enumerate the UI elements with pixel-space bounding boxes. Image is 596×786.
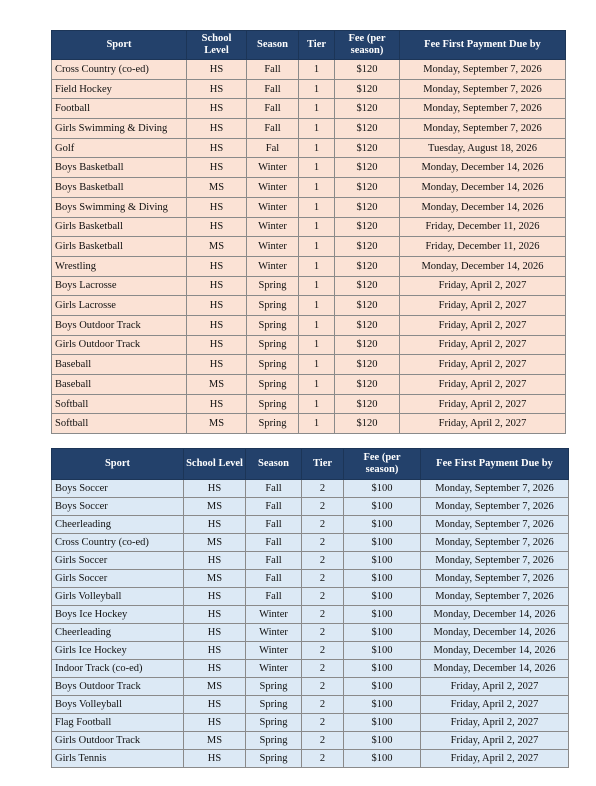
cell-due-date: Monday, December 14, 2026 [400,178,566,198]
cell-school-level: HS [184,606,246,624]
table-row [52,178,566,198]
cell-tier: 1 [299,296,335,316]
cell-due-date: Monday, December 14, 2026 [400,197,566,217]
cell-due-date: Friday, April 2, 2027 [400,315,566,335]
cell-season: Winter [246,624,302,642]
table-row [52,624,569,642]
cell-school-level: HS [187,296,247,316]
cell-due-date: Monday, December 14, 2026 [400,158,566,178]
cell-due-date: Monday, September 7, 2026 [421,588,569,606]
cell-tier: 2 [302,660,344,678]
cell-season: Fall [246,498,302,516]
cell-tier: 1 [299,197,335,217]
cell-fee: $120 [335,158,400,178]
table-row [52,606,569,624]
cell-season: Winter [247,217,299,237]
header-sport: Sport [52,449,184,480]
cell-due-date: Monday, December 14, 2026 [421,606,569,624]
cell-due-date: Monday, September 7, 2026 [421,516,569,534]
table-row [52,480,569,498]
cell-fee: $120 [335,197,400,217]
cell-season: Spring [247,394,299,414]
cell-season: Spring [247,296,299,316]
cell-due-date: Monday, December 14, 2026 [421,624,569,642]
cell-season: Spring [246,732,302,750]
cell-season: Spring [246,714,302,732]
table-row [52,552,569,570]
table-row [52,498,569,516]
cell-due-date: Friday, April 2, 2027 [421,696,569,714]
cell-tier: 2 [302,714,344,732]
cell-due-date: Friday, April 2, 2027 [421,732,569,750]
cell-fee: $100 [344,570,421,588]
table-row [52,678,569,696]
cell-due-date: Friday, April 2, 2027 [400,375,566,395]
cell-fee: $100 [344,624,421,642]
cell-season: Spring [247,414,299,434]
cell-sport: Golf [52,138,187,158]
cell-tier: 2 [302,642,344,660]
cell-school-level: HS [187,158,247,178]
cell-due-date: Monday, September 7, 2026 [400,60,566,80]
cell-sport: Girls Basketball [52,217,187,237]
cell-fee: $100 [344,732,421,750]
cell-due-date: Friday, December 11, 2026 [400,237,566,257]
table-row [52,335,566,355]
cell-sport: Baseball [52,355,187,375]
table-row [52,237,566,257]
table-row [52,60,566,80]
table-row [52,355,566,375]
cell-sport: Boys Lacrosse [52,276,187,296]
cell-tier: 1 [299,394,335,414]
cell-season: Fall [247,99,299,119]
cell-due-date: Monday, September 7, 2026 [421,552,569,570]
cell-school-level: HS [187,99,247,119]
cell-fee: $120 [335,99,400,119]
header-season: Season [247,31,299,60]
cell-season: Spring [247,315,299,335]
header-due-date: Fee First Payment Due by [400,31,566,60]
cell-sport: Field Hockey [52,79,187,99]
cell-season: Spring [247,335,299,355]
cell-season: Fall [247,119,299,139]
cell-sport: Boys Outdoor Track [52,678,184,696]
table-row [52,79,566,99]
header-tier: Tier [299,31,335,60]
cell-season: Fall [246,480,302,498]
cell-school-level: HS [187,256,247,276]
cell-tier: 1 [299,158,335,178]
table-row [52,217,566,237]
cell-tier: 1 [299,119,335,139]
cell-tier: 2 [302,588,344,606]
table-row [52,315,566,335]
cell-season: Winter [247,178,299,198]
table-row [52,642,569,660]
cell-fee: $120 [335,60,400,80]
cell-tier: 1 [299,355,335,375]
cell-school-level: HS [184,750,246,768]
cell-season: Fall [246,516,302,534]
table-row [52,375,566,395]
cell-due-date: Friday, December 11, 2026 [400,217,566,237]
cell-school-level: HS [184,642,246,660]
cell-fee: $120 [335,414,400,434]
cell-due-date: Monday, December 14, 2026 [421,642,569,660]
cell-due-date: Monday, September 7, 2026 [421,498,569,516]
cell-season: Spring [247,375,299,395]
table-row [52,296,566,316]
cell-season: Fall [246,534,302,552]
table-row [52,138,566,158]
cell-due-date: Friday, April 2, 2027 [421,678,569,696]
table-row [52,696,569,714]
cell-due-date: Friday, April 2, 2027 [400,414,566,434]
cell-school-level: HS [184,588,246,606]
cell-tier: 2 [302,696,344,714]
cell-due-date: Friday, April 2, 2027 [400,335,566,355]
cell-sport: Girls Ice Hockey [52,642,184,660]
cell-tier: 2 [302,552,344,570]
cell-school-level: MS [187,414,247,434]
cell-sport: Cross Country (co-ed) [52,534,184,552]
cell-fee: $120 [335,355,400,375]
cell-tier: 1 [299,217,335,237]
cell-season: Winter [246,606,302,624]
header-season: Season [246,449,302,480]
cell-sport: Boys Swimming & Diving [52,197,187,217]
cell-fee: $100 [344,480,421,498]
cell-tier: 2 [302,570,344,588]
cell-season: Winter [247,197,299,217]
cell-season: Winter [247,237,299,257]
cell-season: Spring [247,276,299,296]
cell-school-level: MS [184,570,246,588]
cell-season: Fall [247,60,299,80]
cell-fee: $120 [335,119,400,139]
cell-tier: 1 [299,99,335,119]
header-fee: Fee (per season) [335,31,400,60]
cell-tier: 1 [299,375,335,395]
cell-sport: Boys Ice Hockey [52,606,184,624]
cell-sport: Softball [52,414,187,434]
cell-fee: $120 [335,178,400,198]
cell-sport: Girls Outdoor Track [52,335,187,355]
cell-fee: $120 [335,138,400,158]
tier1-fee-table [51,30,566,434]
cell-school-level: HS [187,217,247,237]
table-row [52,714,569,732]
cell-due-date: Monday, September 7, 2026 [400,79,566,99]
cell-sport: Girls Basketball [52,237,187,257]
cell-school-level: HS [187,276,247,296]
cell-sport: Indoor Track (co-ed) [52,660,184,678]
cell-due-date: Monday, September 7, 2026 [400,119,566,139]
header-due-date: Fee First Payment Due by [421,449,569,480]
cell-school-level: HS [184,660,246,678]
header-school-level: School Level [187,31,247,60]
cell-due-date: Monday, September 7, 2026 [421,570,569,588]
cell-due-date: Friday, April 2, 2027 [400,355,566,375]
cell-school-level: MS [184,498,246,516]
cell-school-level: MS [184,732,246,750]
table-row [52,750,569,768]
cell-school-level: MS [184,534,246,552]
cell-due-date: Friday, April 2, 2027 [400,296,566,316]
cell-fee: $120 [335,315,400,335]
cell-sport: Boys Soccer [52,498,184,516]
cell-sport: Wrestling [52,256,187,276]
cell-tier: 1 [299,335,335,355]
table-row [52,394,566,414]
cell-sport: Boys Volleyball [52,696,184,714]
cell-season: Spring [246,750,302,768]
cell-tier: 2 [302,750,344,768]
cell-tier: 1 [299,237,335,257]
cell-sport: Girls Tennis [52,750,184,768]
header-school-level: School Level [184,449,246,480]
cell-due-date: Monday, September 7, 2026 [421,480,569,498]
cell-school-level: HS [187,119,247,139]
cell-season: Fal [247,138,299,158]
cell-fee: $120 [335,256,400,276]
table-row [52,516,569,534]
table-row [52,276,566,296]
cell-season: Winter [247,158,299,178]
cell-fee: $100 [344,696,421,714]
cell-school-level: HS [187,138,247,158]
cell-fee: $120 [335,276,400,296]
cell-due-date: Monday, September 7, 2026 [400,99,566,119]
cell-fee: $100 [344,516,421,534]
cell-fee: $100 [344,552,421,570]
tier2-fee-table [51,448,569,768]
table-row [52,414,566,434]
cell-due-date: Friday, April 2, 2027 [421,714,569,732]
table-row [52,570,569,588]
cell-fee: $120 [335,296,400,316]
cell-fee: $120 [335,217,400,237]
cell-tier: 2 [302,480,344,498]
cell-season: Spring [247,355,299,375]
cell-fee: $120 [335,237,400,257]
cell-sport: Girls Outdoor Track [52,732,184,750]
cell-sport: Baseball [52,375,187,395]
cell-due-date: Friday, April 2, 2027 [400,394,566,414]
cell-sport: Football [52,99,187,119]
cell-sport: Boys Basketball [52,178,187,198]
cell-season: Fall [246,570,302,588]
header-sport: Sport [52,31,187,60]
cell-tier: 2 [302,624,344,642]
cell-sport: Girls Soccer [52,570,184,588]
cell-tier: 2 [302,732,344,750]
cell-sport: Boys Basketball [52,158,187,178]
cell-season: Winter [246,642,302,660]
cell-school-level: HS [187,60,247,80]
cell-school-level: HS [187,394,247,414]
cell-season: Spring [246,678,302,696]
cell-school-level: HS [187,355,247,375]
cell-tier: 1 [299,414,335,434]
cell-school-level: HS [187,335,247,355]
cell-sport: Girls Volleyball [52,588,184,606]
cell-sport: Flag Football [52,714,184,732]
cell-tier: 2 [302,498,344,516]
cell-due-date: Friday, April 2, 2027 [421,750,569,768]
cell-sport: Girls Lacrosse [52,296,187,316]
cell-sport: Softball [52,394,187,414]
table-row [52,158,566,178]
table-row [52,660,569,678]
cell-school-level: HS [187,79,247,99]
table-header-row [52,31,566,60]
cell-tier: 1 [299,256,335,276]
cell-tier: 2 [302,516,344,534]
cell-school-level: MS [187,178,247,198]
cell-school-level: MS [187,237,247,257]
cell-season: Spring [246,696,302,714]
cell-school-level: MS [187,375,247,395]
table-row [52,197,566,217]
table-row [52,534,569,552]
cell-tier: 2 [302,606,344,624]
cell-fee: $120 [335,375,400,395]
cell-fee: $100 [344,660,421,678]
tier1-table-body [52,60,566,434]
cell-tier: 1 [299,276,335,296]
cell-sport: Cheerleading [52,624,184,642]
table-row [52,119,566,139]
table-row [52,732,569,750]
cell-due-date: Friday, April 2, 2027 [400,276,566,296]
cell-school-level: HS [184,552,246,570]
cell-school-level: MS [184,678,246,696]
cell-tier: 2 [302,534,344,552]
cell-tier: 2 [302,678,344,696]
cell-sport: Girls Soccer [52,552,184,570]
header-fee: Fee (per season) [344,449,421,480]
tier2-table-body [52,480,569,768]
cell-sport: Cheerleading [52,516,184,534]
cell-fee: $100 [344,678,421,696]
cell-school-level: HS [187,315,247,335]
table-row [52,99,566,119]
cell-fee: $100 [344,750,421,768]
cell-sport: Boys Outdoor Track [52,315,187,335]
cell-fee: $100 [344,588,421,606]
cell-school-level: HS [184,696,246,714]
cell-fee: $120 [335,335,400,355]
cell-school-level: HS [184,516,246,534]
cell-fee: $100 [344,534,421,552]
cell-sport: Girls Swimming & Diving [52,119,187,139]
cell-season: Winter [246,660,302,678]
table-row [52,256,566,276]
cell-season: Fall [246,588,302,606]
table-row [52,588,569,606]
cell-tier: 1 [299,79,335,99]
cell-school-level: HS [184,714,246,732]
cell-tier: 1 [299,138,335,158]
cell-tier: 1 [299,178,335,198]
table-header-row [52,449,569,480]
cell-due-date: Monday, September 7, 2026 [421,534,569,552]
cell-fee: $100 [344,642,421,660]
cell-fee: $100 [344,498,421,516]
cell-fee: $120 [335,394,400,414]
cell-season: Winter [247,256,299,276]
header-tier: Tier [302,449,344,480]
cell-due-date: Monday, December 14, 2026 [421,660,569,678]
cell-tier: 1 [299,60,335,80]
cell-season: Fall [246,552,302,570]
cell-fee: $100 [344,714,421,732]
cell-due-date: Monday, December 14, 2026 [400,256,566,276]
cell-tier: 1 [299,315,335,335]
cell-sport: Boys Soccer [52,480,184,498]
cell-school-level: HS [184,624,246,642]
cell-due-date: Tuesday, August 18, 2026 [400,138,566,158]
cell-fee: $100 [344,606,421,624]
cell-season: Fall [247,79,299,99]
cell-sport: Cross Country (co-ed) [52,60,187,80]
cell-school-level: HS [187,197,247,217]
cell-fee: $120 [335,79,400,99]
cell-school-level: HS [184,480,246,498]
